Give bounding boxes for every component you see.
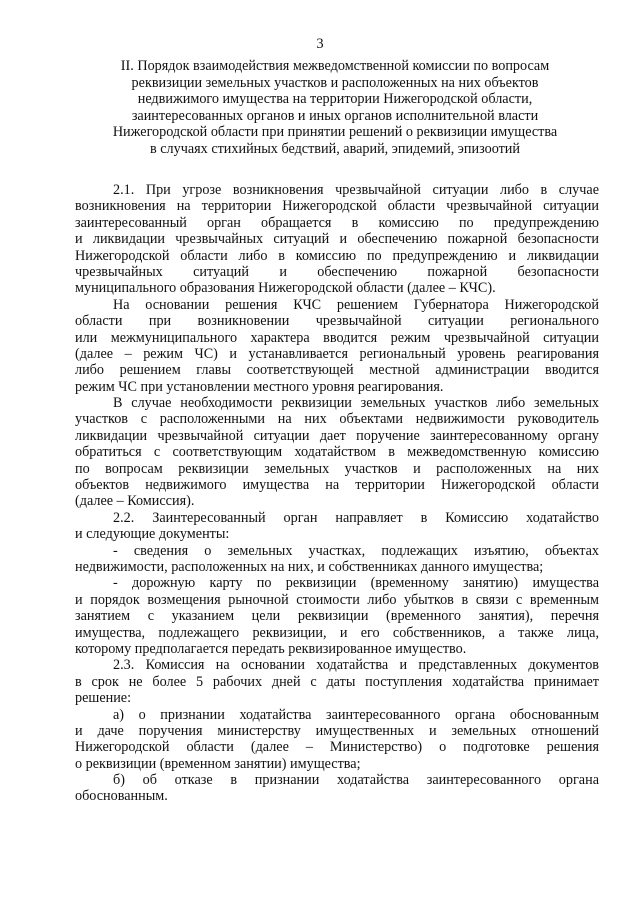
list-item-land-info bbox=[75, 543, 599, 576]
text-line: обратиться с соответствующим ходатайством в межведомственную комиссию bbox=[75, 444, 599, 461]
text-line: которому предполагается передать реквизированное имущество. bbox=[75, 640, 467, 657]
text-line: и порядок возмещения рыночной стоимости либо убытков в связи с временным bbox=[75, 591, 599, 608]
text-line: (далее – режим ЧС) и устанавливается региональный уровень реагирования bbox=[75, 345, 599, 362]
document-body bbox=[75, 182, 599, 805]
paragraph-kchs-decision bbox=[75, 297, 599, 395]
text-line: имущества, подлежащего реквизиции, и его собственников, а также лица, bbox=[75, 624, 599, 641]
paragraph-2-1 bbox=[75, 182, 599, 297]
paragraph-requisition-need bbox=[75, 395, 599, 510]
text-line: области при возникновении чрезвычайной ситуации регионального bbox=[75, 313, 599, 330]
paragraph-2-3 bbox=[75, 657, 599, 706]
text-line: ликвидации чрезвычайной ситуации дает поручение заинтересованному органу bbox=[75, 427, 599, 444]
text-line: На основании решения КЧС решением Губернатора Нижегородской bbox=[113, 296, 599, 313]
text-line: либо решением главы соответствующей местной администрации вводится bbox=[75, 362, 599, 379]
list-item-b bbox=[75, 772, 599, 805]
text-line: Нижегородской области либо в комиссию по предупреждению и ликвидации bbox=[75, 247, 599, 264]
text-line: и даче поручения министерству имущественных и земельных отношений bbox=[75, 722, 599, 739]
text-line: - сведения о земельных участках, подлежащих изъятию, объектах bbox=[113, 542, 599, 559]
text-line: в срок не более 5 рабочих дней с даты поступления ходатайства принимает bbox=[75, 673, 599, 690]
list-item-roadmap bbox=[75, 575, 599, 657]
text-line: и ликвидации чрезвычайных ситуаций и обеспечению пожарной безопасности bbox=[75, 231, 599, 248]
text-line: и следующие документы: bbox=[75, 526, 230, 543]
text-line: б) об отказе в признании ходатайства заинтересованного органа bbox=[113, 772, 599, 789]
text-line: В случае необходимости реквизиции земельных участков либо земельных bbox=[113, 395, 599, 412]
text-line: или межмуниципального характера вводится режим чрезвычайной ситуации bbox=[75, 329, 599, 346]
text-line: Нижегородской области (далее – Министерство) о подготовке решения bbox=[75, 739, 599, 756]
section-heading-line: недвижимого имущества на территории Нижегородской области, bbox=[137, 91, 533, 108]
text-line: а) о признании ходатайства заинтересованного органа обоснованным bbox=[113, 706, 599, 723]
text-line: участков с расположенными на них объектами недвижимости руководитель bbox=[75, 411, 599, 428]
text-line: занятием с указанием цели реквизиции (временного занятия), перечня bbox=[75, 608, 599, 625]
section-heading-line: Нижегородской области при принятии решений о реквизиции имущества bbox=[112, 124, 558, 141]
list-item-a bbox=[75, 707, 599, 773]
text-line: 2.3. Комиссия на основании ходатайства и представленных документов bbox=[113, 657, 599, 674]
text-line: обоснованным. bbox=[75, 788, 168, 805]
text-line: 2.2. Заинтересованный орган направляет в Комиссию ходатайство bbox=[113, 509, 599, 526]
section-heading-line: реквизиции земельных участков и расположенных на них объектов bbox=[131, 74, 539, 91]
text-line: (далее – Комиссия). bbox=[75, 493, 195, 510]
text-line: объектов недвижимого имущества на территории Нижегородской области bbox=[75, 477, 599, 494]
text-line: 2.1. При угрозе возникновения чрезвычайной ситуации либо в случае bbox=[113, 182, 599, 198]
section-heading-line: II. Порядок взаимодействия межведомственной комиссии по вопросам bbox=[120, 58, 550, 74]
text-line: заинтересованный орган обращается в комиссию по предупреждению bbox=[75, 214, 599, 231]
text-line: режим ЧС при установлении местного уровня реагирования. bbox=[75, 378, 444, 395]
text-line: решение: bbox=[75, 690, 132, 707]
section-heading bbox=[70, 58, 600, 158]
page-number: 3 bbox=[316, 36, 324, 52]
text-line: по вопросам реквизиции земельных участков и расположенных на них bbox=[75, 460, 599, 477]
text-line: о реквизиции (временном занятии) имущества; bbox=[75, 755, 361, 772]
text-line: возникновения на территории Нижегородской области чрезвычайной ситуации bbox=[75, 198, 599, 215]
text-line: недвижимости, расположенных на них, и собственниках данного имущества; bbox=[75, 558, 544, 575]
section-heading-line: в случаях стихийных бедствий, аварий, эпидемий, эпизоотий bbox=[150, 140, 520, 157]
paragraph-2-2 bbox=[75, 510, 599, 543]
section-heading-line: заинтересованных органов и иных органов исполнительной власти bbox=[131, 107, 539, 124]
text-line: чрезвычайных ситуаций и обеспечению пожарной безопасности bbox=[75, 263, 599, 280]
text-line: муниципального образования Нижегородской области (далее – КЧС). bbox=[75, 280, 496, 297]
text-line: - дорожную карту по реквизиции (временному занятию) имущества bbox=[113, 575, 599, 592]
